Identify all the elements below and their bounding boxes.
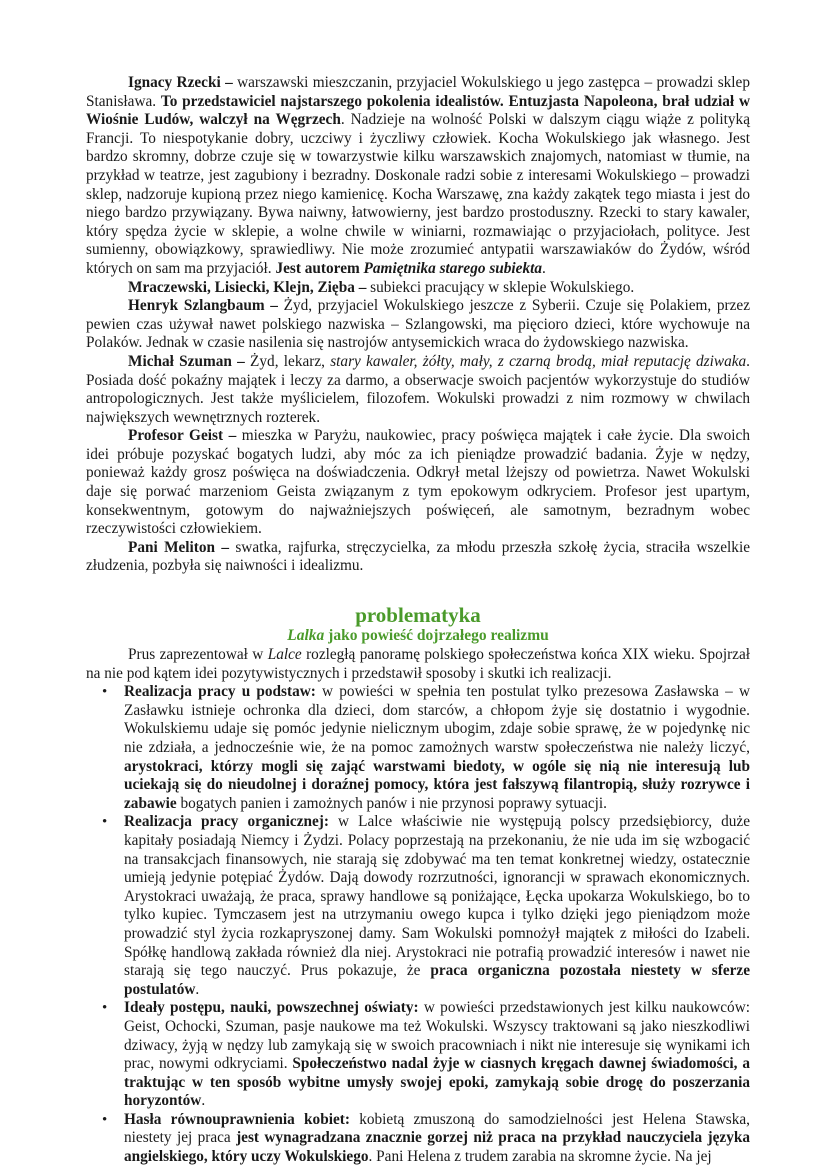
character-paragraph bbox=[86, 427, 750, 539]
emphasized-text: Hasła równouprawnienia kobiet: bbox=[124, 1110, 350, 1128]
section-spacer bbox=[86, 576, 750, 603]
character-paragraph bbox=[86, 539, 750, 576]
bullet-icon: • bbox=[102, 1111, 108, 1128]
issues-list bbox=[86, 683, 750, 1166]
emphasized-text: jest wynagradzana znacznie gorzej niż praca na przykład nauczyciela języka angielskiego, który uczy Wokulskiego bbox=[124, 1129, 750, 1166]
emphasized-text: praca organiczna pozostała niestety w sferze postulatów bbox=[124, 962, 750, 998]
text-run: w powieści w spełnia ten postulat tylko prezesowa Zasławska – w Zasławku istnieje ochronka dla dzieci, dom starców, a chłopom żyje się dostatnio i wygodnie. Wokulskiemu udaje się pomóc jedynie nielicznym ubogim, zdaje sobie sprawę, że w pojedynkę nic nie zdziała, a jednocześnie wie, że na pomoc zamożnych warstw społeczeństwa nie należy liczyć, bbox=[124, 683, 750, 756]
text-run: . bbox=[542, 259, 546, 277]
list-item bbox=[102, 813, 750, 999]
text-run: warszawski mieszczanin, przyjaciel Wokulskiego u jego zastępca – prowadzi sklep Stanisława. bbox=[86, 74, 750, 110]
emphasized-text: Michał Szuman – bbox=[128, 352, 245, 370]
character-paragraph bbox=[86, 279, 750, 298]
subtitle-rest: jako powieść dojrzałego realizmu bbox=[324, 627, 549, 645]
text-run: . Posiada dość pokaźny majątek i leczy za darmo, a obserwacje swoich pacjentów wykorzystuje do studiów antropologicznych. Jest także myślicielem, filozofem. Wokulski prowadzi z nim rozmowy w chwilach największych wewnętrznych rozterek. bbox=[86, 352, 750, 426]
document-page bbox=[86, 74, 750, 1167]
emphasized-text: Ignacy Rzecki – bbox=[128, 74, 233, 91]
section-title: problematyka bbox=[355, 603, 481, 628]
text-run: . Nadzieje na wolność Polski w dalszym ciągu wiąże z polityką Francji. To niespotykanie dobry, uczciwy i życzliwy człowiek. Kocha Wokulskiego jak własnego. Jest bardzo skromny, dobrze czuje się w towarzystwie kilku warszawskich znajomych, natomiast w tłumie, na przykład w teatrze, jest zagubiony i bezradny. Doskonale radzi sobie z interesami Wokulskiego – prowadzi sklep, nadzoruje kupioną przez niego kamienicę. Kocha Warszawę, zna każdy zakątek tego miasta i jest do niego bardzo przywiązany. Bywa naiwny, łatwowierny, jest bardzo prostoduszny. Rzecki to stary kawaler, który spędza życie w sklepie, a wolne chwile w winiarni, rozmawiając o przyjaciołach, polityce. Jest sumienny, obowiązkowy, sprawiedliwy. Nie może zrozumieć antypatii warszawiaków do Żydów, wśród których on sam ma przyjaciół. bbox=[86, 111, 750, 277]
text-run: Żyd, lekarz, bbox=[244, 352, 331, 370]
emphasized-text: stary kawaler, żółty, mały, z czarną brodą, miał reputację dziwaka bbox=[330, 352, 747, 370]
emphasized-text: Jest autorem bbox=[275, 259, 364, 277]
emphasized-text: Ideały postępu, nauki, powszechnej oświaty: bbox=[124, 999, 419, 1017]
character-paragraph bbox=[86, 74, 750, 279]
text-run: subiekci pracujący w sklepie Wokulskiego. bbox=[366, 278, 635, 296]
bullet-icon: • bbox=[102, 814, 108, 831]
subtitle-italic-title: Lalka bbox=[287, 627, 325, 645]
list-item bbox=[102, 683, 750, 813]
text-run: w Lalce właściwie nie występują polscy przedsiębiorcy, duże kapitały posiadają Niemcy i Żydzi. Polacy poprzestają na przekonaniu, że nie uda im się wzbogacić na transakcjach finansowych, nie starają się zdobywać ma ten temat konkretnej wiedzy, ostatecznie umieją jedynie potępiać Żydów. Dają dowody rozrzutności, ignorancji w sprawach ekonomicznych. Arystokraci uważają, że praca, sprawy handlowe są poniżające, Łęcka upokarza Wokulskiego, bo to tylko kupiec. Tymczasem jest na utrzymaniu owego kupca i tylko dzięki jego pieniądzom może prowadzić styl życia rozkapryszonej damy. Sam Wokulski pomnożył majątek z miłości do Izabeli. Spółkę handlową zakłada również dla niej. Arystokraci nie potrafią prowadzić interesów i nawet nie starają się tego nauczyć. Prus pokazuje, że bbox=[124, 813, 750, 980]
text-run: . bbox=[201, 1092, 206, 1110]
emphasized-text: Realizacja pracy organicznej: bbox=[124, 813, 329, 831]
text-run: rozległą panoramę polskiego społeczeństwa końca XIX wieku. Spojrzał na nie pod kątem idei pozytywistycznych i przedstawił sposoby i skutki ich realizacji. bbox=[86, 646, 750, 682]
emphasized-text: To przedstawiciel najstarszego pokolenia idealistów. Entuzjasta Napoleona, brał udział w Wiośnie Ludów, walczył na Węgrzech bbox=[86, 92, 750, 129]
characters-section bbox=[86, 74, 750, 576]
emphasized-text: Pani Meliton – bbox=[128, 538, 230, 556]
text-run: . Pani Helena z trudem zarabia na skromne życie. Na jej bbox=[368, 1148, 712, 1166]
emphasized-text: Realizacja pracy u podstaw: bbox=[124, 683, 316, 701]
text-run: Żyd, przyjaciel Wokulskiego jeszcze z Syberii. Czuje się Polakiem, przez pewien czas używał nawet polskiego nazwiska – Szlangowski, ma pięcioro dzieci, które wychowuje na Polaków. Jednak w czasie nasilenia się nastrojów antysemickich wraca do żydowskiego nazwiska. bbox=[86, 297, 750, 352]
emphasized-text: Profesor Geist – bbox=[128, 427, 237, 445]
bullet-icon: • bbox=[102, 1000, 108, 1017]
text-run: swatka, rajfurka, stręczycielka, za młodu przeszła szkołę życia, straciła wszelkie złudzenia, pozbyła się naiwności i idealizmu. bbox=[86, 538, 750, 575]
text-run: bogatych panien i zamożnych panów i nie przynosi poprawy sytuacji. bbox=[176, 794, 608, 812]
text-run: . bbox=[195, 980, 200, 998]
text-run: w powieści przedstawionych jest kilku naukowców: Geist, Ochocki, Szuman, pasje naukowe ma też Wokulski. Wszyscy traktowani są jako nieszkodliwi dziwacy, żyją w nędzy lub zamykają się w swoich pracowniach i nikt nie interesuje się wynikami ich prac, nowymi odkryciami. bbox=[124, 999, 750, 1073]
section-subtitle bbox=[86, 627, 750, 645]
text-run: mieszka w Paryżu, naukowiec, pracy poświęca majątek i całe życie. Dla swoich idei próbuje pozyskać bogatych ludzi, aby móc za ich pieniądze prowadzić badania. Żyje w nędzy, ponieważ każdy grosz poświęca na doświadczenia. Odkrył metal lżejszy od powietrza. Nawet Wokulski daje się porwać marzeniom Geista związanym z tym epokowym odkryciem. Profesor jest upartym, konsekwentnym, gotowym do najważniejszych poświęceń, ale samotnym, bezradnym wobec rzeczywistości człowiekiem. bbox=[86, 427, 750, 538]
text-run: Prus zaprezentował w bbox=[128, 646, 268, 664]
emphasized-text: Mraczewski, Lisiecki, Klejn, Zięba – bbox=[128, 278, 367, 296]
emphasized-text: Społeczeństwo nadal żyje w ciasnych kręgach dawnej świadomości, a traktując w ten sposób wybitne umysły swojej epoki, zamykają sobie drogę do poszerzania horyzontów bbox=[124, 1055, 750, 1110]
list-item bbox=[102, 1110, 750, 1167]
emphasized-text: Henryk Szlangbaum – bbox=[128, 297, 278, 315]
text-run: kobietą zmuszoną do samodzielności jest Helena Stawska, niestety jej praca bbox=[124, 1110, 750, 1147]
emphasized-text: Lalce bbox=[267, 646, 302, 664]
character-paragraph bbox=[86, 297, 750, 353]
emphasized-text: Pamiętnika starego subiekta bbox=[363, 259, 543, 277]
intro-paragraph bbox=[86, 646, 750, 683]
bullet-icon: • bbox=[102, 684, 108, 701]
character-paragraph bbox=[86, 353, 750, 427]
emphasized-text: arystokraci, którzy mogli się zająć warstwami biedoty, w ogóle się nią nie interesują lub uciekają się do nieudolnej i doraźnej pomocy, która jest fałszywą filantropią, służy rozrywce i zabawie bbox=[124, 757, 750, 812]
list-item bbox=[102, 999, 750, 1111]
